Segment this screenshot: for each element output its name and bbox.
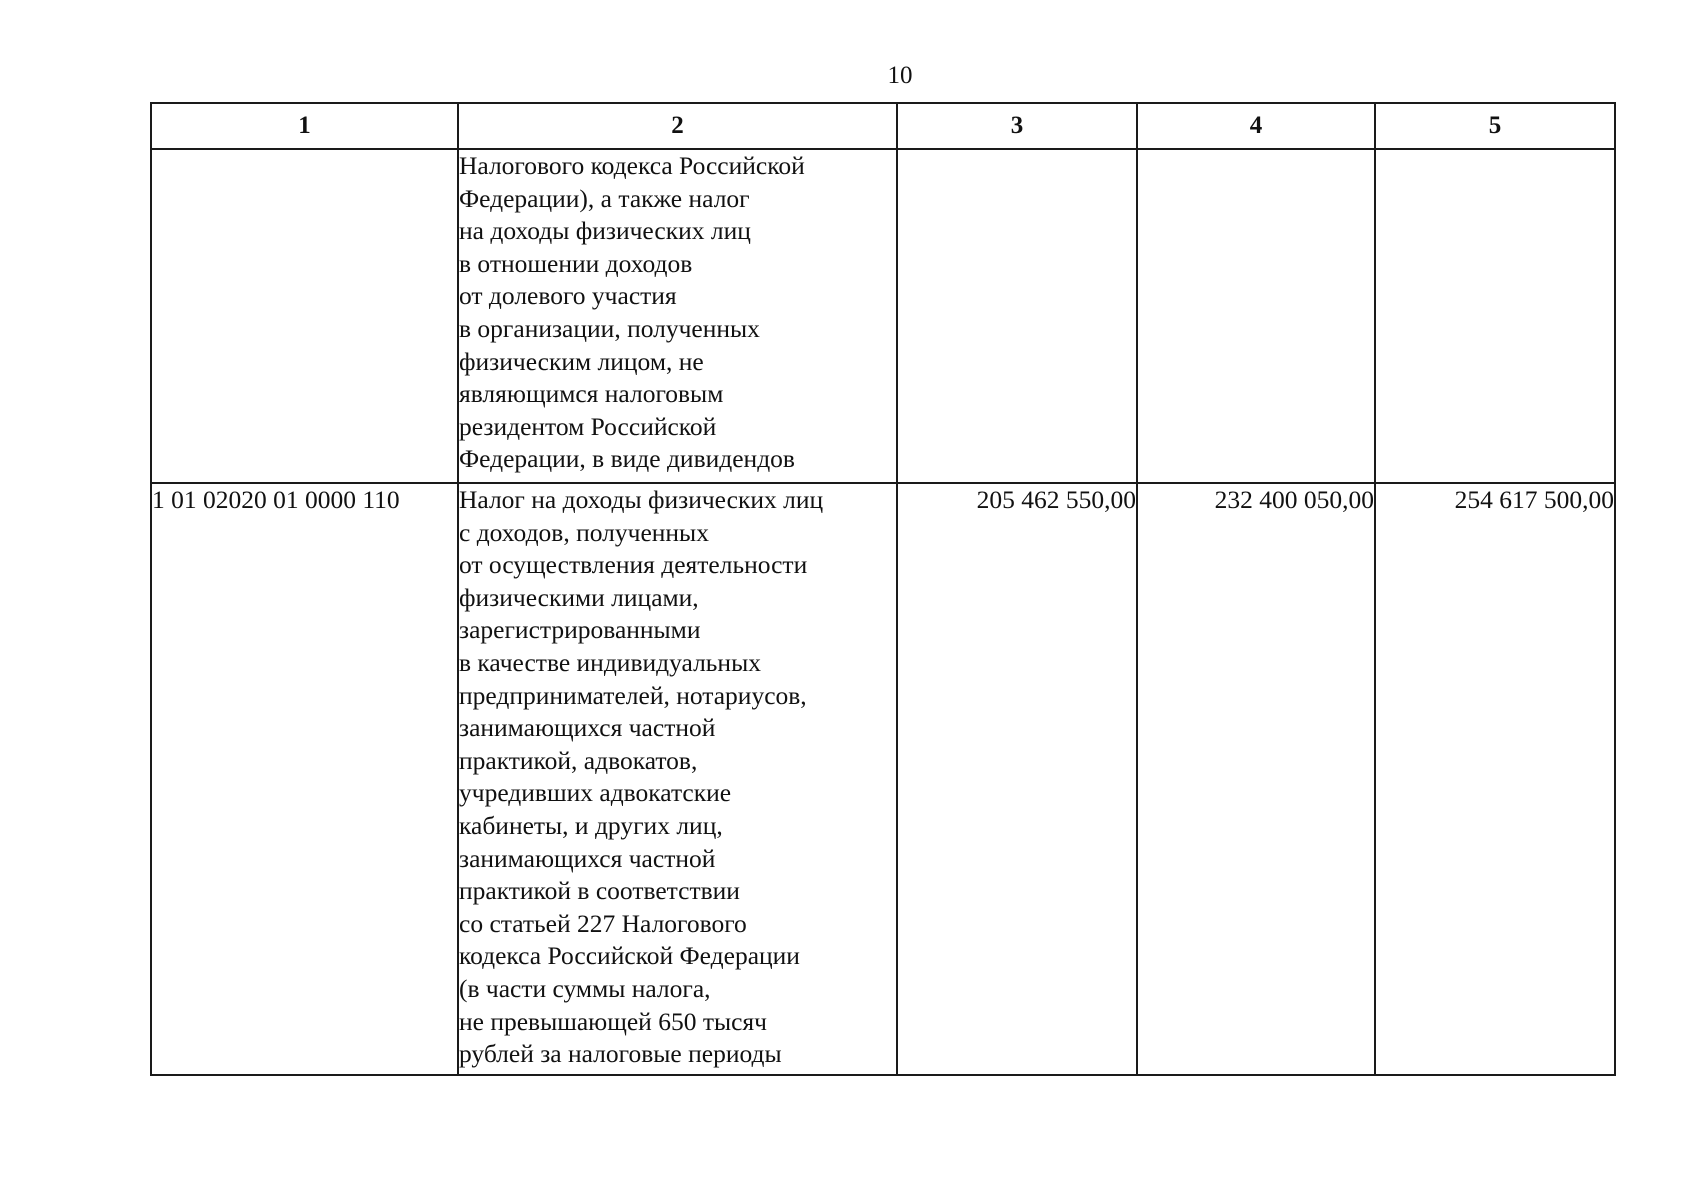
table-row (151, 483, 1615, 1075)
column-header-1: 1 (151, 103, 458, 149)
description-line: кодекса Российской Федерации (459, 941, 800, 971)
column-header-4: 4 (1137, 103, 1375, 149)
description-line: в отношении доходов (459, 248, 693, 278)
revenue-table (150, 102, 1616, 1076)
amount-cell-4: 232 400 050,00 (1137, 483, 1375, 1075)
description-line: являющимся налоговым (459, 379, 724, 409)
description-line: со статьей 227 Налогового (459, 908, 747, 938)
description-line: в организации, полученных (459, 313, 760, 343)
description-cell (458, 483, 897, 1075)
amount-cell-4 (1137, 149, 1375, 483)
page-number: 10 (887, 62, 913, 89)
amount-cell-3: 205 462 550,00 (897, 483, 1137, 1075)
amount-cell-5 (1375, 149, 1615, 483)
amount-cell-3 (897, 149, 1137, 483)
description-line: от долевого участия (459, 281, 677, 311)
description-line: с доходов, полученных (459, 517, 709, 547)
column-header-2: 2 (458, 103, 897, 149)
description-line: практикой, адвокатов, (459, 745, 698, 775)
description-line: не превышающей 650 тысяч (459, 1006, 767, 1036)
description-line: Федерации), а также налог (459, 183, 750, 213)
table-row (151, 149, 1615, 483)
description-line: рублей за налоговые периоды (459, 1039, 782, 1069)
column-header-3: 3 (897, 103, 1137, 149)
description-line: кабинеты, и других лиц, (459, 810, 723, 840)
description-line: Федерации, в виде дивидендов (459, 444, 795, 474)
description-line: Налог на доходы физических лиц (459, 485, 824, 514)
description-line: занимающихся частной (459, 713, 716, 743)
description-line: физическим лицом, не (459, 346, 704, 376)
description-line: от осуществления деятельности (459, 550, 808, 580)
description-line: занимающихся частной (459, 843, 716, 873)
column-header-5: 5 (1375, 103, 1615, 149)
code-cell (151, 149, 458, 483)
table-header-row (151, 103, 1615, 149)
description-line: предпринимателей, нотариусов, (459, 680, 807, 710)
description-line: учредивших адвокатские (459, 778, 732, 808)
description-line: физическими лицами, (459, 582, 699, 612)
description-line: Налогового кодекса Российской (459, 151, 805, 180)
description-line: (в части суммы налога, (459, 973, 711, 1003)
description-line: в качестве индивидуальных (459, 647, 761, 677)
amount-cell-5: 254 617 500,00 (1375, 483, 1615, 1075)
description-cell (458, 149, 897, 483)
description-line: зарегистрированными (459, 615, 701, 645)
description-line: на доходы физических лиц (459, 216, 751, 246)
description-line: резидентом Российской (459, 411, 717, 441)
code-cell: 1 01 02020 01 0000 110 (151, 483, 458, 1075)
description-line: практикой в соответствии (459, 876, 740, 906)
